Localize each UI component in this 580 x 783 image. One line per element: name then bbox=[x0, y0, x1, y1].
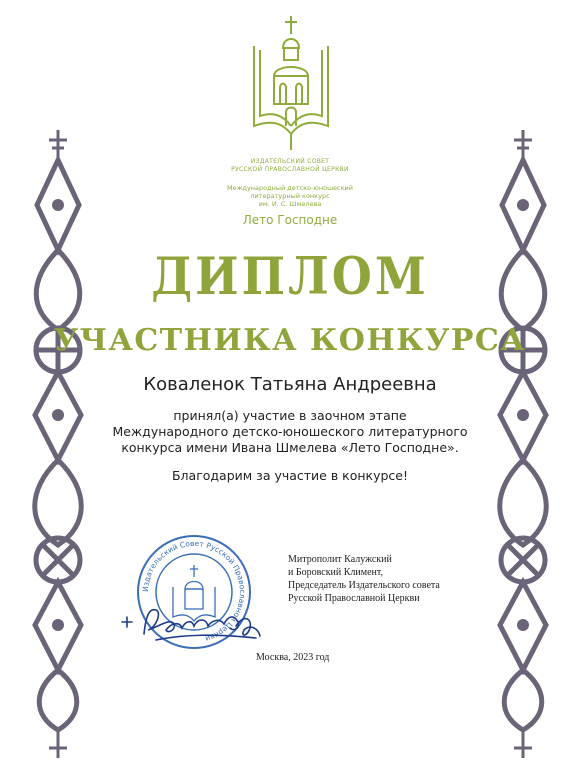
body-line-3: конкурса имени Ивана Шмелева «Лето Господне». bbox=[121, 440, 459, 455]
signer-line-3: Председатель Издательского совета bbox=[288, 580, 440, 591]
body-line-1: принял(а) участие в заочном этапе bbox=[173, 408, 407, 423]
church-book-logo-icon bbox=[250, 16, 332, 150]
place-date: Москва, 2023 год bbox=[256, 652, 330, 663]
handwritten-signature bbox=[116, 594, 266, 646]
thanks-text: Благодарим за участие в конкурсе! bbox=[171, 468, 409, 483]
diploma-title: ДИПЛОМ bbox=[151, 245, 429, 307]
contest-line-3: им. И. С. Шмелева bbox=[258, 200, 322, 208]
council-line-1: ИЗДАТЕЛЬСКИЙ СОВЕТ bbox=[250, 158, 330, 165]
signer-line-2: и Боровский Климент, bbox=[288, 567, 384, 578]
diploma-subtitle: УЧАСТНИКА КОНКУРСА bbox=[53, 323, 527, 358]
council-line-2: РУССКОЙ ПРАВОСЛАВНОЙ ЦЕРКВИ bbox=[231, 166, 349, 173]
contest-line-2: литературный конкурс bbox=[250, 192, 330, 200]
brand-name: Лето Господне bbox=[242, 213, 338, 227]
signer-line-1: Митрополит Калужский bbox=[288, 554, 392, 565]
signer-line-4: Русской Православной Церкви bbox=[288, 593, 420, 604]
body-line-2: Международного детско-юношеского литературного bbox=[112, 424, 468, 439]
recipient-name: Коваленок Татьяна Андреевна bbox=[143, 374, 437, 395]
contest-line-1: Международный детско-юношеский bbox=[226, 184, 353, 192]
seal-text: Издательский Совет Русской Православной Церкви bbox=[140, 538, 248, 644]
